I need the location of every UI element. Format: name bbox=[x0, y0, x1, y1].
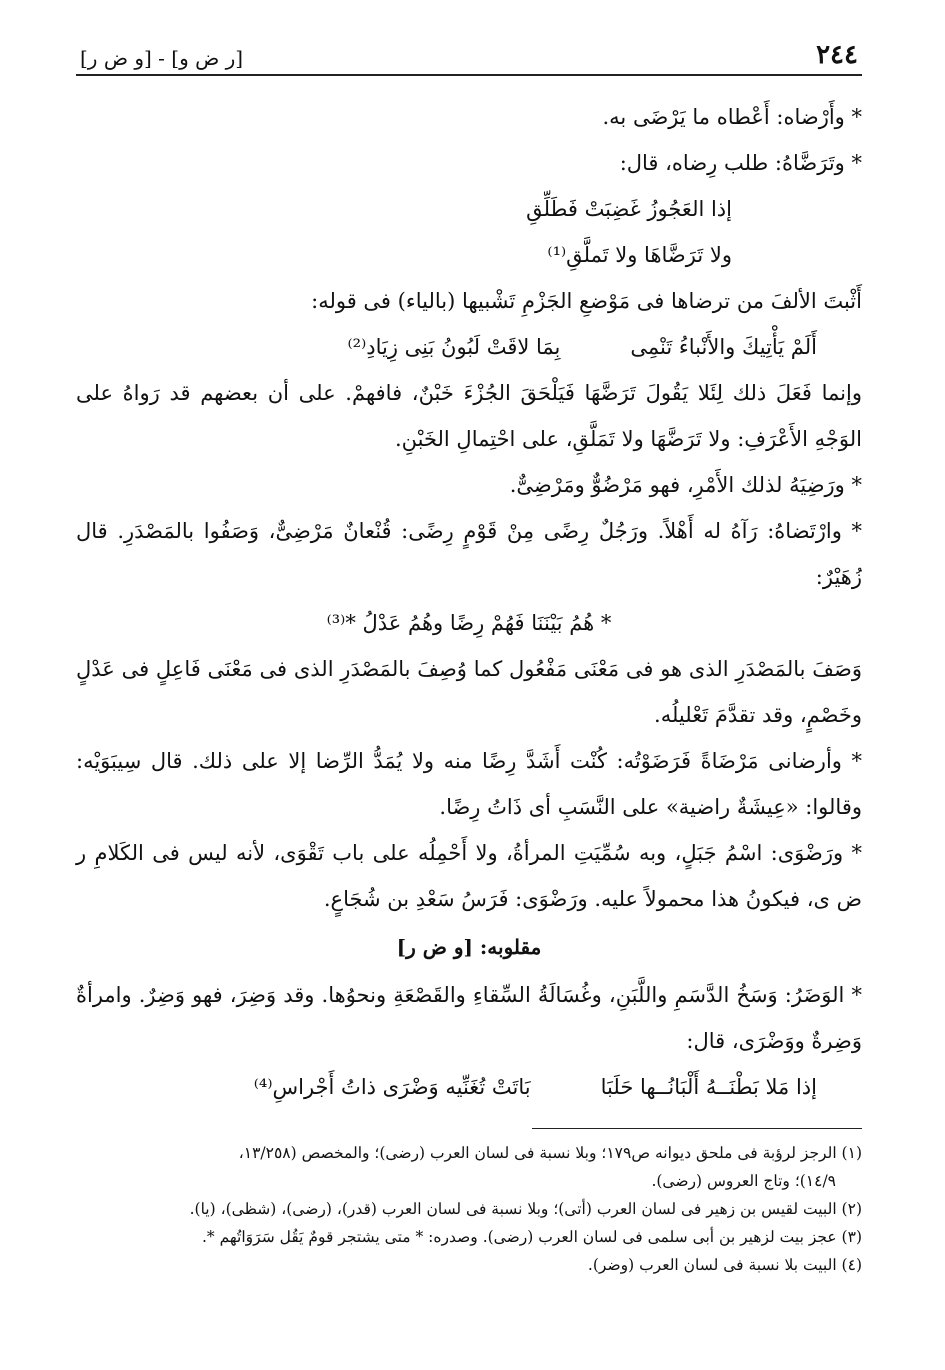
main-text bbox=[76, 94, 862, 1110]
verse-couplet bbox=[76, 324, 862, 370]
document-page bbox=[76, 28, 862, 1279]
page-header bbox=[76, 28, 862, 76]
paragraph: أَثْبتَ الألفَ من ترضاها فى مَوْضعِ الجَزْمِ تَشْبيها (بالياء) فى قوله: bbox=[311, 289, 862, 313]
paragraph: * الوَضَرُ: وَسَخُ الدَّسَمِ واللَّبَنِ، وغُسَالَةُ السِّقاءِ والقَصْعَةِ ونحوُها. وقد وَضِرَ، فهو وَضِرٌ. وامرأةٌ وَضِرةٌ ووَضْرَى، قال: bbox=[76, 983, 862, 1053]
paragraph: وإنما فَعَلَ ذلك لِئَلا يَقُولَ تَرَضَّهَا فَيَلْحَقَ الجُزْءَ خَبْنٌ، فافهمْ. على أن بعضهم قد رَواهُ على الوَجْهِ الأَعْرَفِ: ولا تَرَضَّهَا ولا تَمَلَّقِ، على احْتِمالِ الخَبْنِ. bbox=[76, 381, 862, 451]
running-head: [ر ض و] - [و ض ر] bbox=[80, 46, 244, 70]
footnotes bbox=[76, 1139, 862, 1279]
verse-hemistich: بِمَا لاقَتْ لَبُونُ بَنِى زِيَادِ⁽²⁾ bbox=[347, 335, 561, 359]
page-number: ٢٤٤ bbox=[816, 40, 858, 70]
footnote-divider bbox=[532, 1128, 862, 1129]
paragraph: وَصَفَ بالمَصْدَرِ الذى هو فى مَعْنَى مَفْعُول كما وُصِفَ بالمَصْدَرِ الذى فى مَعْنَى فَاعِلٍ فى عَدْلٍ وخَصْمٍ، وقد تقدَّمَ تَعْليلُه. bbox=[76, 657, 862, 727]
paragraph: * ورَضِيَهُ لذلك الأَمْرِ، فهو مَرْضُوٌّ ومَرْضِىٌّ. bbox=[509, 473, 862, 497]
verse-line: إذا العَجُوزُ غَضِبَتْ فَطَلِّقِ bbox=[526, 197, 732, 221]
paragraph: * وأرضانى مَرْضَاةً فَرَضَوْتُه: كُنْت أَشَدَّ رِضًا منه ولا يُمَدُّ الرِّضا إلا على ذلك. قال سِيبَوَيْه: وقالوا: «عِيشَةٌ راضية» على النَّسَبِ أى ذَاتُ رِضًا. bbox=[76, 749, 862, 819]
verse-hemistich: بَاتَتْ تُغَنِّيه وَضْرَى ذاتُ أَجْراسِ⁽⁴⁾ bbox=[253, 1075, 531, 1099]
paragraph: * وارْتَضاهُ: رَآهُ له أَهْلاً. ورَجُلٌ رِضًى مِنْ قَوْمٍ رِضًى: قُنْعانٌ مَرْضِىٌّ، وَصَفُوا بالمَصْدَرِ. قال زُهَيْرٌ: bbox=[76, 519, 862, 589]
section-heading: مقلوبه: [و ض ر] bbox=[396, 935, 542, 959]
footnote: (٣) عجز بيت لزهير بن أبى سلمى فى لسان العرب (رضى). وصدره: * متى يشتجر قومٌ يَقُل سَرَوَاتُهم *. bbox=[201, 1228, 862, 1246]
footnote: (١) الرجز لرؤبة فى ملحق ديوانه ص١٧٩؛ وبلا نسبة فى لسان العرب (رضى)؛ والمخصص (١٣/٢٥٨، bbox=[238, 1144, 862, 1162]
verse-line: ولا تَرَضَّاهَا ولا تَملَّقِ⁽¹⁾ bbox=[547, 243, 732, 267]
verse-line: * هُمُ بَيْنَنَا فَهُمْ رِضًا وهُمُ عَدْلُ *⁽³⁾ bbox=[326, 611, 612, 635]
verse-couplet bbox=[76, 1064, 862, 1110]
paragraph: * وأَرْضاه: أَعْطاه ما يَرْضَى به. bbox=[602, 105, 862, 129]
verse-hemistich: إذا مَلا بَطْنَــهُ أَلْبَانُــها حَلَبَا bbox=[600, 1075, 817, 1099]
footnote: (٢) البيت لقيس بن زهير فى لسان العرب (أتى)؛ وبلا نسبة فى لسان العرب (قدر)، (رضى)، (شظى)، (يا). bbox=[189, 1200, 862, 1218]
footnote-continuation: ١٤/٩)؛ وتاج العروس (رضى). bbox=[651, 1172, 836, 1190]
paragraph: * ورَضْوَى: اسْمُ جَبَلٍ، وبه سُمِّيَتِ المرأةُ، ولا أَحْمِلُه على باب تَقْوَى، لأنه ليس فى الكَلامِ ر ض ى، فيكونُ هذا محمولاً عليه. ورَضْوَى: فَرَسُ سَعْدِ بن شُجَاعٍ. bbox=[76, 841, 862, 911]
paragraph: * وتَرَضَّاهُ: طلب رِضاه، قال: bbox=[619, 151, 862, 175]
verse-hemistich: أَلَمْ يَأْتِيكَ والأَنْباءُ تَنْمِى bbox=[630, 335, 817, 359]
footnote: (٤) البيت بلا نسبة فى لسان العرب (وضر). bbox=[587, 1256, 862, 1274]
